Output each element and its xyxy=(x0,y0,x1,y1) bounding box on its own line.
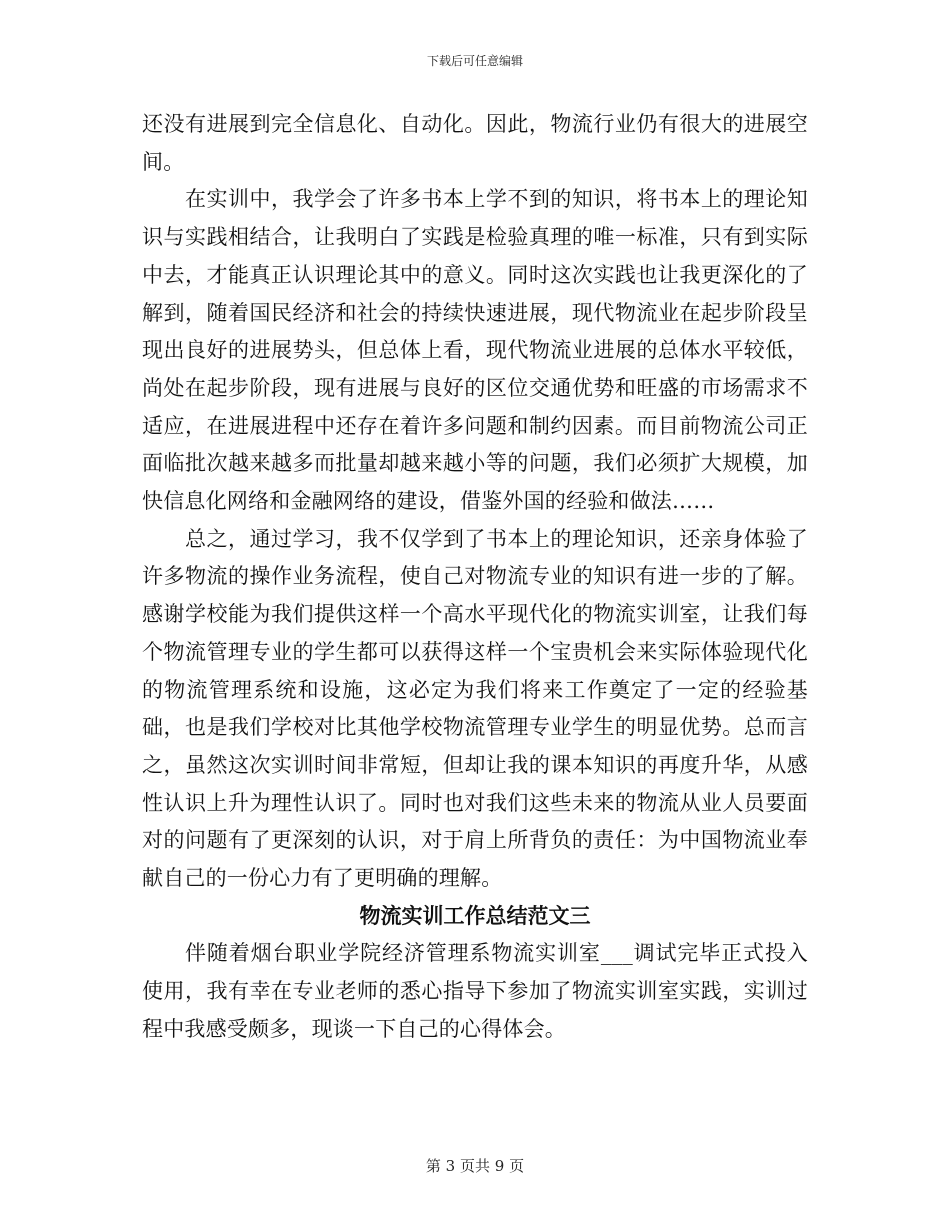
paragraph-4: 伴随着烟台职业学院经济管理系物流实训室___调试完毕正式投入使用，我有幸在专业老师的悉心指导下参加了物流实训室实践，实训过程中我感受颇多，现谈一下自己的心得体会。 xyxy=(142,941,808,1041)
paragraph-1: 还没有进展到完全信息化、自动化。因此，物流行业仍有很大的进展空间。 xyxy=(142,112,808,174)
document-body xyxy=(142,106,808,1049)
section-heading: 物流实训工作总结范文三 xyxy=(359,903,591,928)
paragraph-3: 总之，通过学习，我不仅学到了书本上的理论知识，还亲身体验了许多物流的操作业务流程，使自己对物流专业的知识有进一步的了解。感谢学校能为我们提供这样一个高水平现代化的物流实训室，让我们每个物流管理专业的学生都可以获得这样一个宝贵机会来实际体验现代化的物流管理系统和设施，这必定为我们将来工作奠定了一定的经验基础，也是我们学校对比其他学校物流管理专业学生的明显优势。总而言之，虽然这次实训时间非常短，但却让我的课本知识的再度升华，从感性认识上升为理性认识了。同时也对我们这些未来的物流从业人员要面对的问题有了更深刻的认识，对于肩上所背负的责任：为中国物流业奉献自己的一份心力有了更明确的理解。 xyxy=(142,526,808,891)
paragraph-2: 在实训中，我学会了许多书本上学不到的知识，将书本上的理论知识与实践相结合，让我明白了实践是检验真理的唯一标准，只有到实际中去，才能真正认识理论其中的意义。同时这次实践也让我更深化的了解到，随着国民经济和社会的持续快速进展，现代物流业在起步阶段呈现出良好的进展势头，但总体上看，现代物流业进展的总体水平较低，尚处在起步阶段，现有进展与良好的区位交通优势和旺盛的市场需求不适应，在进展进程中还存在着许多问题和制约因素。而目前物流公司正面临批次越来越多而批量却越来越小等的问题，我们必须扩大规模，加快信息化网络和金融网络的建设，借鉴外国的经验和做法…… xyxy=(142,187,808,514)
page-header: 下载后可任意编辑 xyxy=(426,54,523,68)
page-footer: 第 3 页共 9 页 xyxy=(425,1157,525,1175)
